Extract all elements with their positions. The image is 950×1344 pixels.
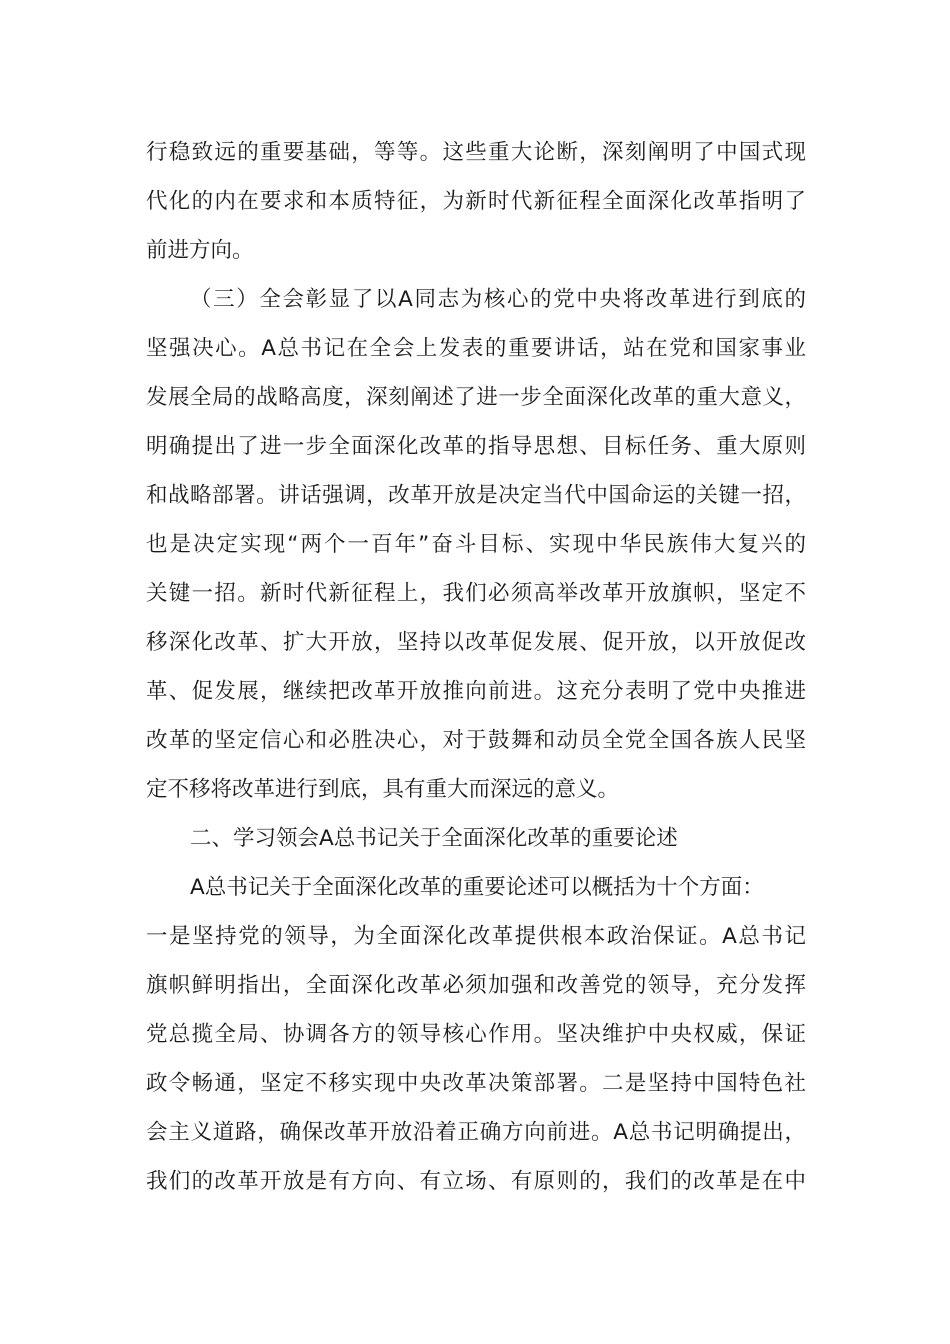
paragraph-first-line: A总书记关于全面深化改革的重要论述可以概括为十个方面： xyxy=(190,875,764,900)
text-line: 移深化改革、扩大开放，坚持以改革促发展、促开放，以开放促改 xyxy=(146,630,806,655)
text-line: 关键一招。新时代新征程上，我们必须高举改革开放旗帜，坚定不 xyxy=(146,581,806,606)
text-line: 和战略部署。讲话强调，改革开放是决定当代中国命运的关键一招， xyxy=(146,483,806,508)
text-line: 前进方向。 xyxy=(146,238,254,263)
text-line: 行稳致远的重要基础，等等。这些重大论断，深刻阐明了中国式现 xyxy=(146,140,806,165)
text-line: 坚强决心。A总书记在全会上发表的重要讲话，站在党和国家事业 xyxy=(146,336,806,361)
text-line: 一是坚持党的领导，为全面深化改革提供根本政治保证。A总书记 xyxy=(146,924,806,949)
text-line: 会主义道路，确保改革开放沿着正确方向前进。A总书记明确提出， xyxy=(146,1120,806,1145)
text-line: 发展全局的战略高度，深刻阐述了进一步全面深化改革的重大意义， xyxy=(146,385,806,410)
text-line: 我们的改革开放是有方向、有立场、有原则的，我们的改革是在中 xyxy=(146,1169,806,1194)
text-line: 也是决定实现“两个一百年”奋斗目标、实现中华民族伟大复兴的 xyxy=(146,532,806,557)
text-line: 定不移将改革进行到底，具有重大而深远的意义。 xyxy=(146,777,620,802)
text-line: 改革的坚定信心和必胜决心，对于鼓舞和动员全党全国各族人民坚 xyxy=(146,728,806,753)
text-line: 党总揽全局、协调各方的领导核心作用。坚决维护中央权威，保证 xyxy=(146,1022,806,1047)
text-line: 革、促发展，继续把改革开放推向前进。这充分表明了党中央推进 xyxy=(146,679,806,704)
section-heading-line: （三）全会彰显了以A同志为核心的党中央将改革进行到底的 xyxy=(190,287,806,312)
section-heading: 二、学习领会A总书记关于全面深化改革的重要论述 xyxy=(190,826,678,851)
text-line: 明确提出了进一步全面深化改革的指导思想、目标任务、重大原则 xyxy=(146,434,806,459)
text-line: 旗帜鲜明指出，全面深化改革必须加强和改善党的领导，充分发挥 xyxy=(146,973,806,998)
text-line: 政令畅通，坚定不移实现中央改革决策部署。二是坚持中国特色社 xyxy=(146,1071,806,1096)
text-line: 代化的内在要求和本质特征，为新时代新征程全面深化改革指明了 xyxy=(146,189,806,214)
